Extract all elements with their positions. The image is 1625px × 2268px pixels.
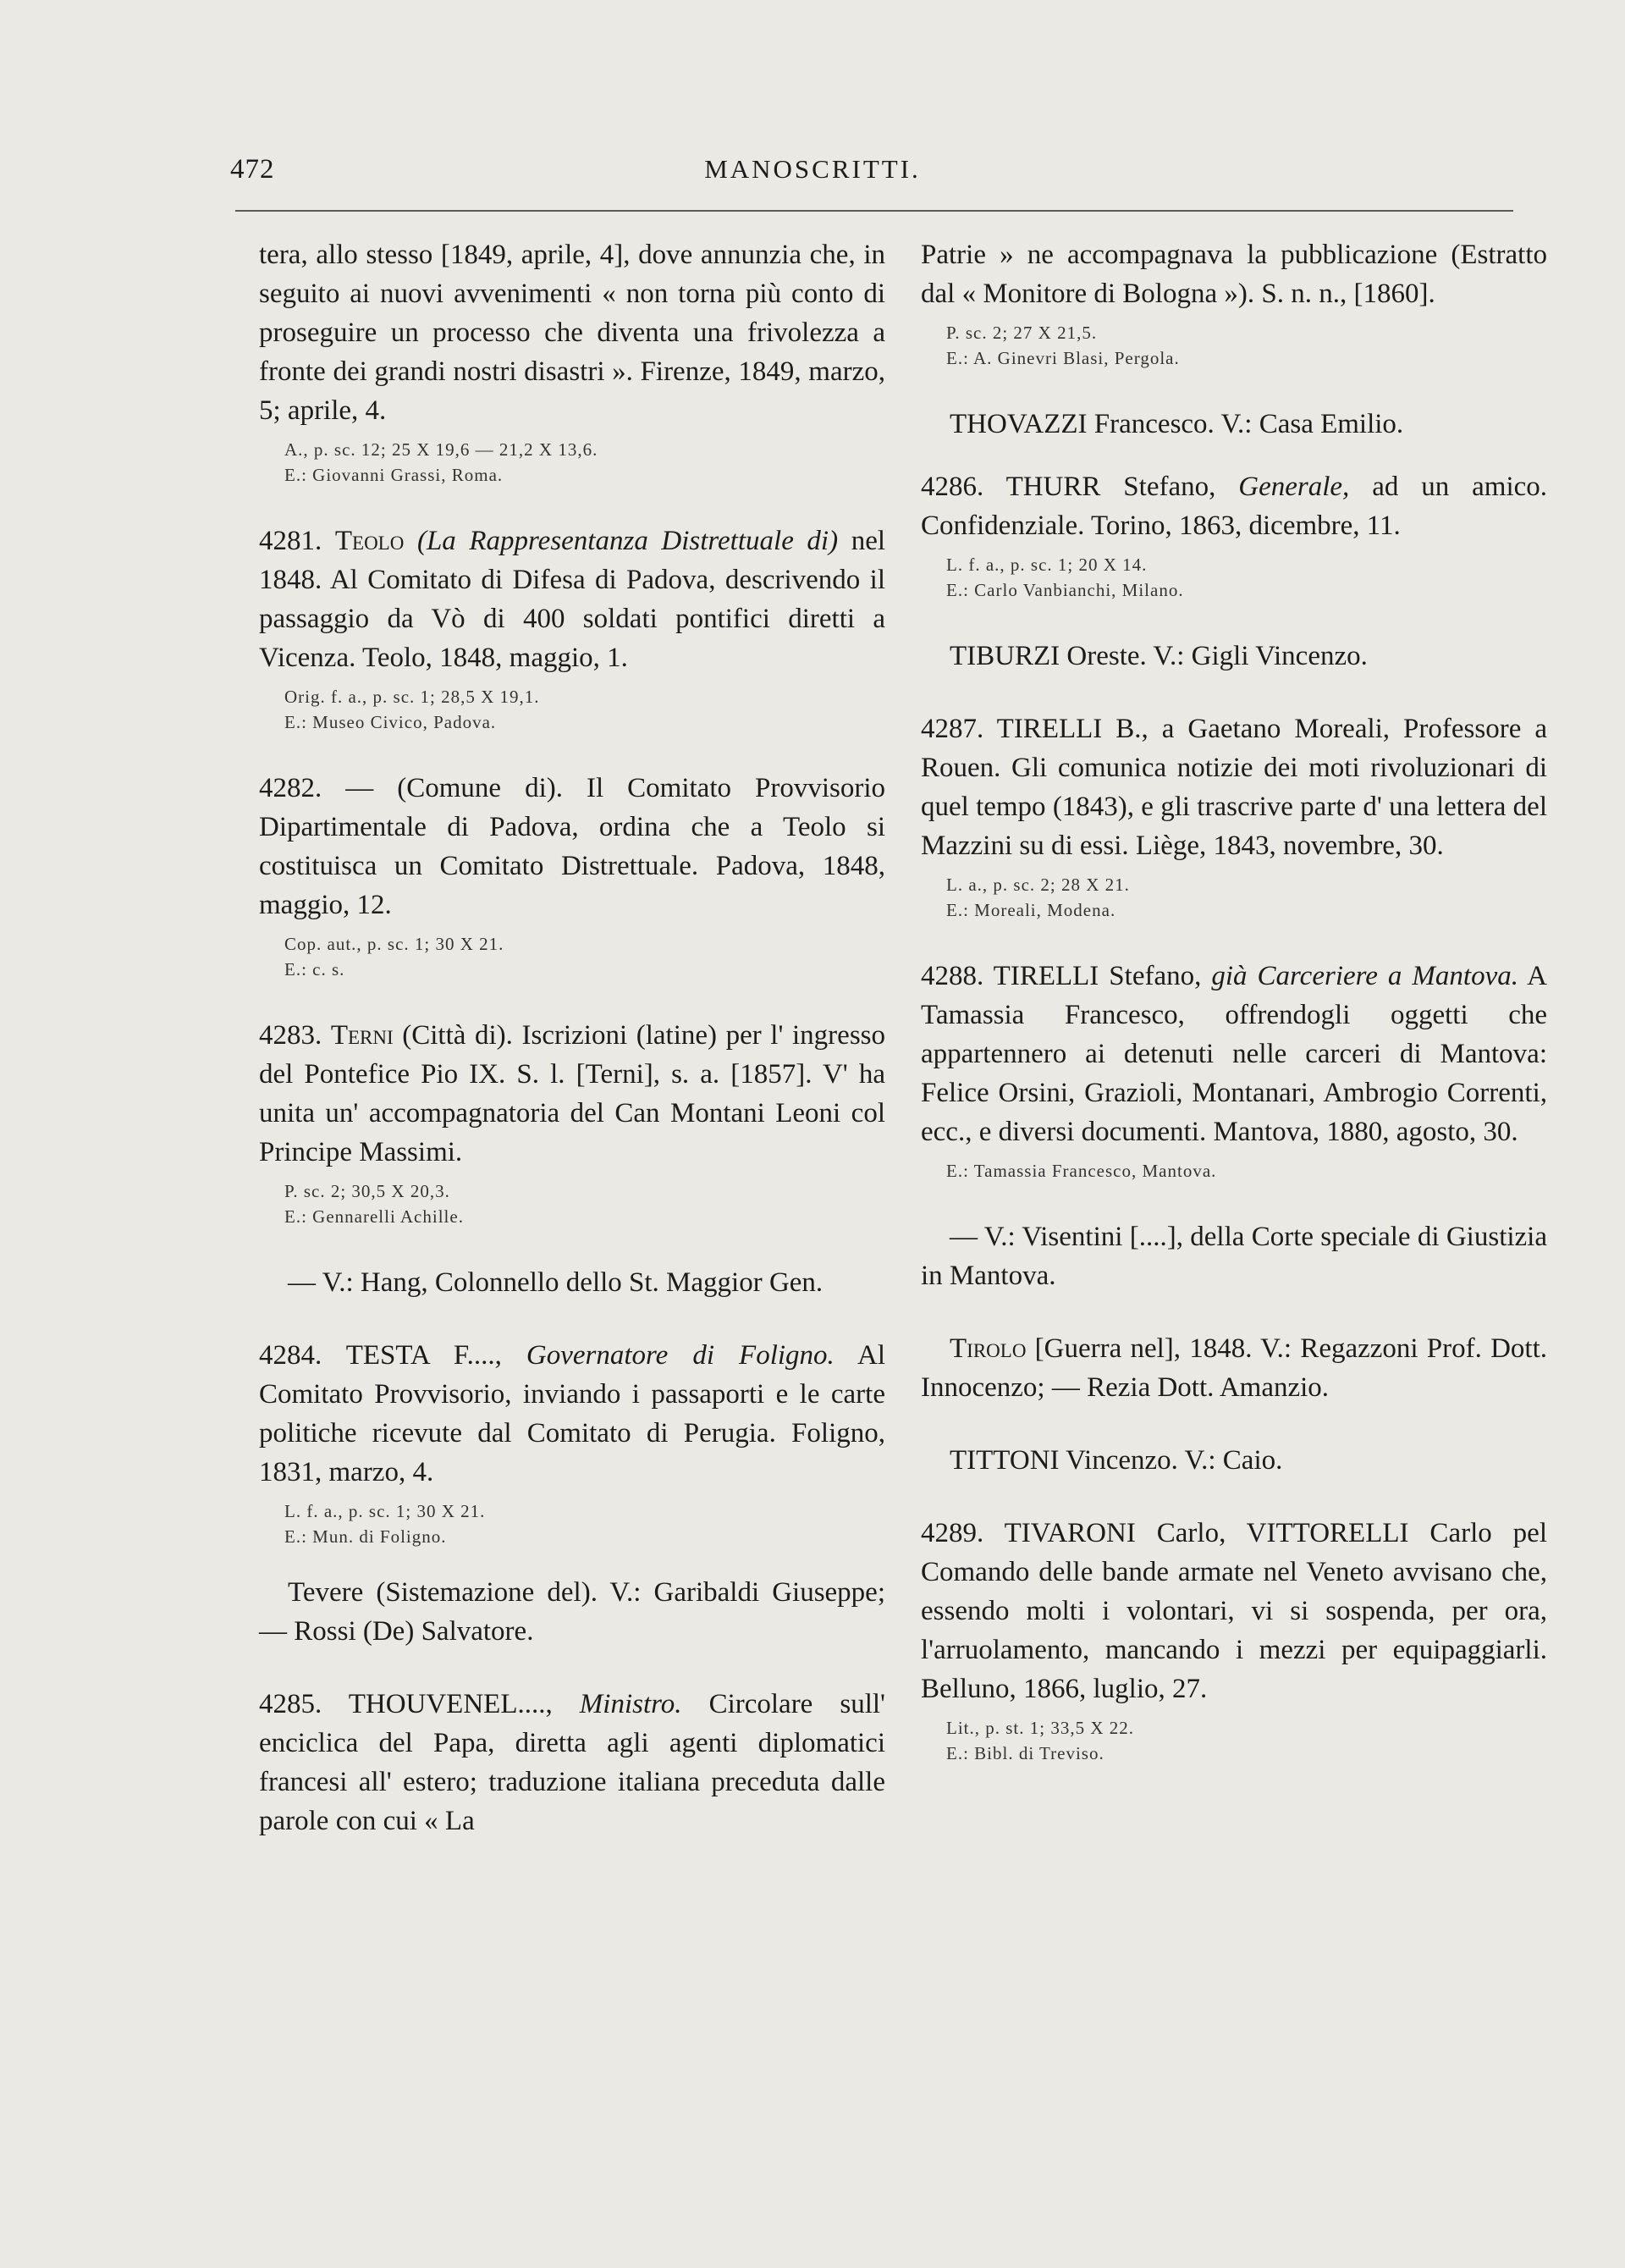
entry-owner: E.: Gennarelli Achille. — [284, 1206, 464, 1227]
entry-text: tera, allo stesso [1849, aprile, 4], dove annunzia che, in seguito ai nuovi avvenimenti « non torna più conto di proseguire un processo che diventa una frivolezza a fronte dei grandi nostri disastri ». Firenze, 1849, marzo, 5; aprile, 4. — [259, 240, 885, 426]
header-rule — [235, 210, 1513, 212]
cross-reference-tittoni: TITTONI Vincenzo. V.: Caio. — [950, 1445, 1283, 1476]
entry-4288 — [921, 957, 1547, 1151]
entry-text: A Tamassia Francesco, offrendogli oggetti che appartennero ai detenuti nelle carceri di Mantova: Felice Orsini, Grazioli, Montanari, Ambrogio Correnti, ecc., e diversi documenti. Mantova, 1880, agosto, 30. — [921, 961, 1547, 1147]
entry-owner: E.: Carlo Vanbianchi, Milano. — [946, 580, 1184, 600]
entry-text: TIVARONI Carlo, VITTORELLI Carlo pel Comando delle bande armate nel Veneto avvisano che, essendo molti i volontari, vi si sospenda, per ora, l'arruolamento, mancando i mezzi per equipaggiarli. Belluno, 1866, luglio, 27. — [921, 1518, 1547, 1704]
entry-name: THURR Stefano, — [1005, 472, 1216, 502]
entry-text: Patrie » ne accompagnava la pubblicazione (Estratto dal « Monitore di Bologna »). S. n. n., [1860]. — [921, 240, 1547, 309]
entry-4284 — [259, 1336, 885, 1492]
entry-name: Tirolo — [950, 1333, 1027, 1364]
entry-4286 — [921, 467, 1547, 545]
entry-title: (La Rappresentanza Distrettuale di) — [416, 526, 839, 556]
cross-reference-visentini: — V.: Visentini [....], della Corte speciale di Giustizia in Mantova. — [921, 1222, 1547, 1291]
entry-owner: E.: c. s. — [284, 959, 345, 979]
entry-text: Al Comitato Provvisorio, inviando i passaporti e le carte politiche ricevute dal Comitato di Perugia. Foligno, 1831, marzo, 4. — [259, 1340, 885, 1487]
entry-title: già Carceriere a Mantova. — [1211, 961, 1518, 991]
entry-text: TIRELLI B., a Gaetano Moreali, Professore a Rouen. Gli comunica notizie dei moti rivoluzionari di quel tempo (1843), e gli trascrive parte d' una lettera del Mazzini su di essi. Liège, 1843, novembre, 30. — [921, 714, 1547, 861]
entry-description: L. f. a., p. sc. 1; 30 X 21. — [284, 1501, 486, 1521]
entry-owner: E.: Mun. di Foligno. — [284, 1526, 447, 1547]
right-column — [921, 235, 1547, 1766]
entry-description: Orig. f. a., p. sc. 1; 28,5 X 19,1. — [284, 687, 540, 707]
entry-number: 4289. — [921, 1518, 984, 1548]
cross-reference-thovazzi: THOVAZZI Francesco. V.: Casa Emilio. — [950, 409, 1404, 439]
entry-4285 — [259, 1685, 885, 1840]
entry-description: Cop. aut., p. sc. 1; 30 X 21. — [284, 934, 504, 954]
entry-owner: E.: Bibl. di Treviso. — [946, 1743, 1104, 1763]
entry-number: 4283. — [259, 1020, 322, 1051]
entry-description: A., p. sc. 12; 25 X 19,6 — 21,2 X 13,6. — [284, 439, 598, 460]
page-header — [0, 154, 1625, 196]
entry-owner: E.: Moreali, Modena. — [946, 900, 1116, 920]
entry-text: Circolare sull' enciclica del Papa, diretta agli agenti diplomatici francesi all' estero; traduzione italiana preceduta dalle parole con cui « La — [259, 1689, 885, 1836]
entry-name: Teolo — [334, 526, 405, 556]
cross-reference-tiburzi: TIBURZI Oreste. V.: Gigli Vincenzo. — [950, 641, 1368, 671]
entry-number: 4288. — [921, 961, 984, 991]
entry-number: 4284. — [259, 1340, 322, 1371]
entry-4282 — [259, 769, 885, 924]
cross-reference-hang: — V.: Hang, Colonnello dello St. Maggior Gen. — [288, 1267, 824, 1298]
entry-description: P. sc. 2; 27 X 21,5. — [946, 323, 1098, 343]
entry-text: nel 1848. Al Comitato di Difesa di Padova, descrivendo il passaggio da Vò di 400 soldati pontifici diretti a Vicenza. Teolo, 1848, maggio, 1. — [259, 526, 886, 673]
entry-description: L. f. a., p. sc. 1; 20 X 14. — [946, 555, 1148, 575]
entry-text: (Città di). Iscrizioni (latine) per l' ingresso del Pontefice Pio IX. S. l. [Terni], s. a. [1857]. V' ha unita un' accompagnatoria del Can Montani Leoni col Principe Massimi. — [259, 1020, 886, 1167]
entry-name: Terni — [330, 1020, 394, 1051]
entry-description: Lit., p. st. 1; 33,5 X 22. — [946, 1718, 1135, 1738]
entry-text: ad un amico. Confidenziale. Torino, 1863, dicembre, 11. — [921, 472, 1548, 541]
entry-owner: E.: A. Ginevri Blasi, Pergola. — [946, 348, 1180, 368]
entry-4289 — [921, 1514, 1547, 1708]
entry-description: P. sc. 2; 30,5 X 20,3. — [284, 1181, 450, 1201]
entry-number: 4286. — [921, 472, 984, 502]
entry-name: THOUVENEL...., — [348, 1689, 553, 1719]
entry-number: 4281. — [259, 526, 322, 556]
entry-text: [Guerra nel], 1848. V.: Regazzoni Prof. Dott. Innocenzo; — Rezia Dott. Amanzio. — [921, 1333, 1547, 1403]
entry-title: Generale, — [1238, 472, 1350, 502]
entry-owner: E.: Tamassia Francesco, Mantova. — [946, 1161, 1217, 1181]
entry-description: L. a., p. sc. 2; 28 X 21. — [946, 875, 1130, 895]
entry-name: TIRELLI Stefano, — [993, 961, 1202, 991]
entry-text: — (Comune di). Il Comitato Provvisorio Dipartimentale di Padova, ordina che a Teolo si costituisca un Comitato Distrettuale. Padova, 1848, maggio, 12. — [259, 773, 886, 920]
cross-reference-tevere: Tevere (Sistemazione del). V.: Garibaldi Giuseppe; — Rossi (De) Salvatore. — [259, 1577, 885, 1647]
running-title: MANOSCRITTI. — [704, 154, 921, 184]
entry-4283 — [259, 1016, 885, 1172]
entry-title: Ministro. — [579, 1689, 682, 1719]
entry-owner: E.: Giovanni Grassi, Roma. — [284, 465, 504, 485]
entry-number: 4287. — [921, 714, 984, 744]
entry-4285-continuation — [921, 235, 1547, 313]
page-number: 472 — [230, 154, 275, 185]
entry-title: Governatore di Foligno. — [526, 1340, 835, 1371]
entry-name: TESTA F...., — [345, 1340, 502, 1371]
entry-owner: E.: Museo Civico, Padova. — [284, 712, 497, 732]
entry-4281 — [259, 521, 885, 677]
entry-4280-continuation — [259, 235, 885, 430]
entry-number: 4282. — [259, 773, 322, 803]
cross-reference-tirolo — [921, 1329, 1547, 1407]
entry-4287 — [921, 709, 1547, 865]
entry-number: 4285. — [259, 1689, 322, 1719]
left-column — [259, 235, 885, 1840]
